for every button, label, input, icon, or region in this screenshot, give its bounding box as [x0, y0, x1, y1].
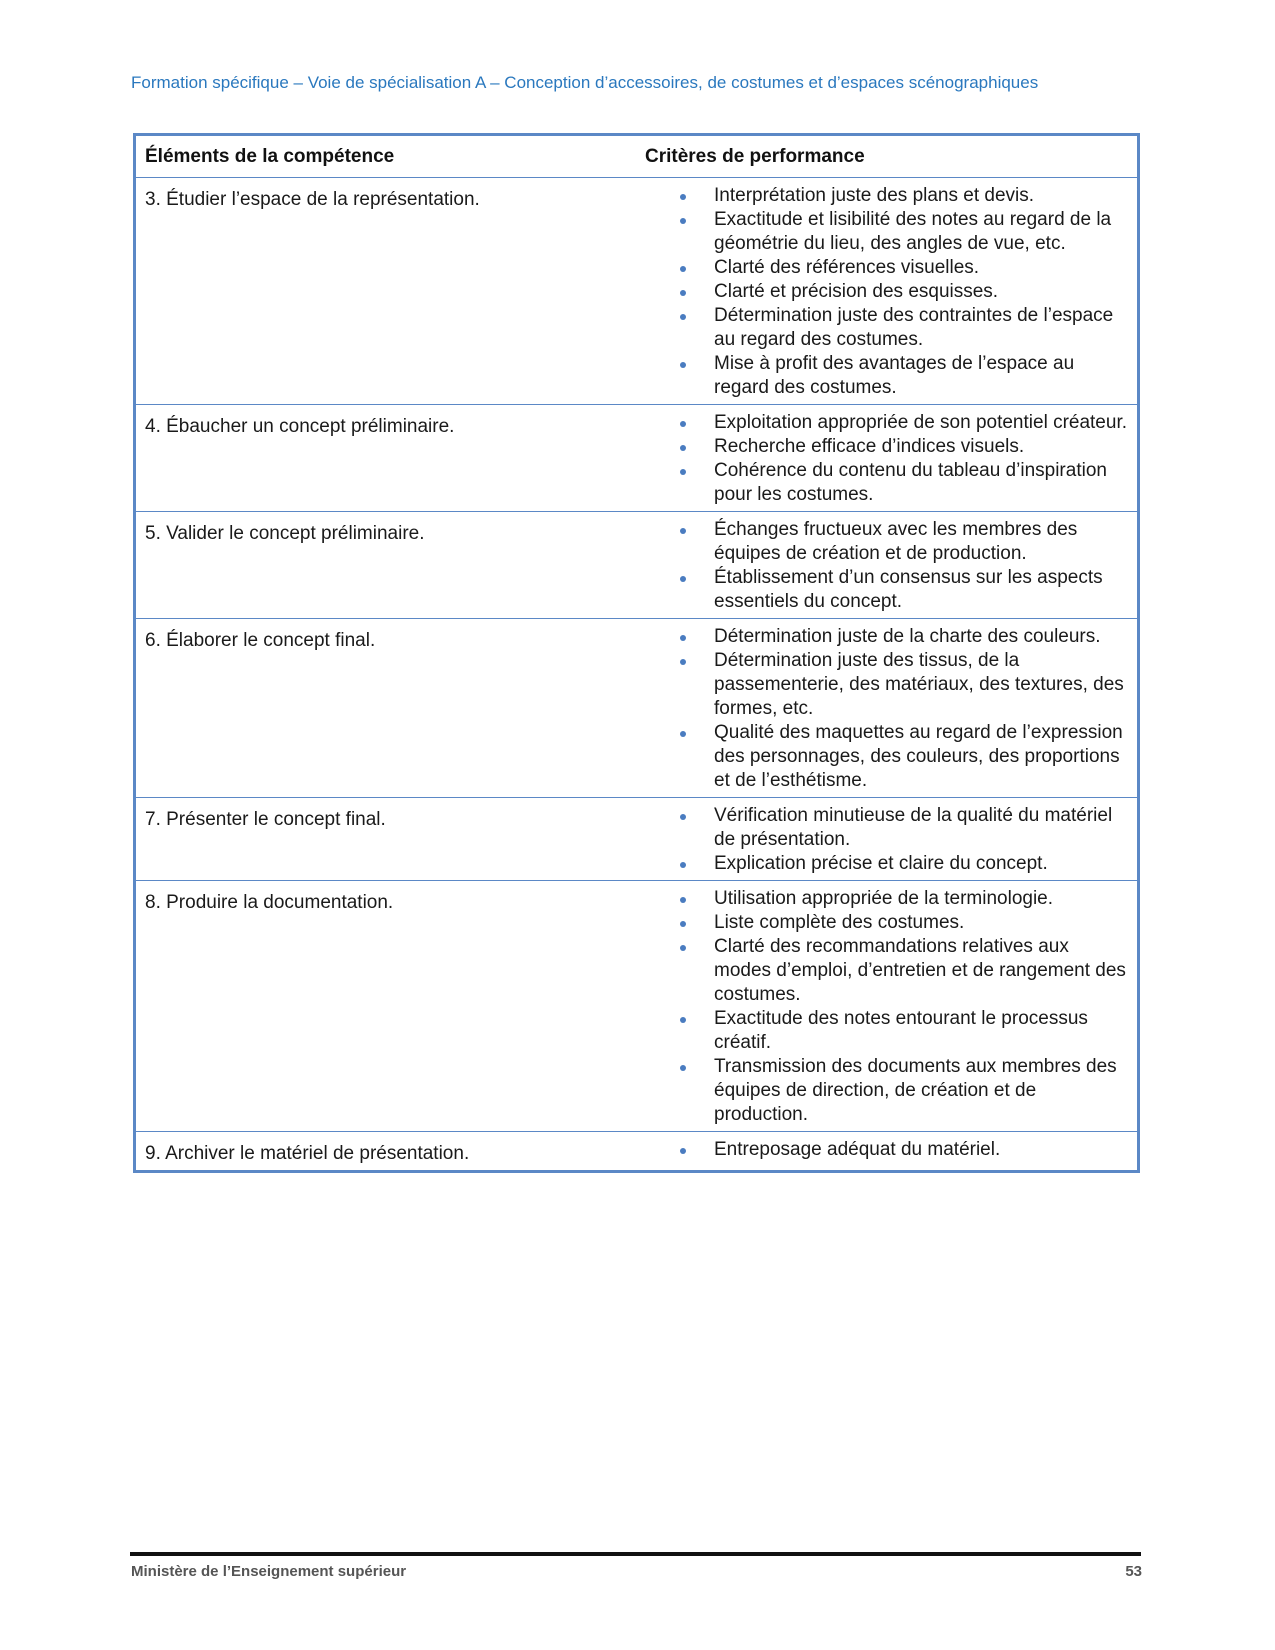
criteria-list-item [677, 911, 1129, 935]
criteria-list-item [677, 1007, 1129, 1055]
criteria-list [645, 625, 1129, 793]
criteria-list-item [677, 208, 1129, 256]
criteria-text: Explication précise et claire du concept. [714, 853, 1048, 874]
criteria-text: Mise à profit des avantages de l’espace au regard des costumes. [714, 353, 1075, 398]
bullet-icon [680, 1065, 686, 1071]
column-header-elements: Éléments de la compétence [136, 136, 636, 178]
competence-element: 5. Valider le concept préliminaire. [136, 512, 636, 619]
criteria-list-item [677, 887, 1129, 911]
bullet-icon [680, 314, 686, 320]
performance-criteria-cell [636, 798, 1137, 881]
bullet-icon [680, 814, 686, 820]
criteria-text: Clarté des références visuelles. [714, 257, 980, 278]
bullet-icon [680, 731, 686, 737]
criteria-list [645, 411, 1129, 507]
criteria-list-item [677, 459, 1129, 507]
criteria-list [645, 804, 1129, 876]
criteria-text: Recherche efficace d’indices visuels. [714, 436, 1025, 457]
criteria-list-item [677, 435, 1129, 459]
criteria-text: Exactitude des notes entourant le processus créatif. [714, 1008, 1088, 1053]
bullet-icon [680, 576, 686, 582]
table-row [136, 512, 1137, 619]
criteria-list-item [677, 280, 1129, 304]
criteria-text: Transmission des documents aux membres des équipes de direction, de création et de production. [714, 1056, 1117, 1125]
criteria-list-item [677, 411, 1129, 435]
bullet-icon [680, 862, 686, 868]
bullet-icon [680, 659, 686, 665]
column-header-criteria: Critères de performance [636, 136, 1137, 178]
table-body [136, 178, 1137, 1171]
bullet-icon [680, 362, 686, 368]
bullet-icon [680, 1017, 686, 1023]
bullet-icon [680, 290, 686, 296]
criteria-list-item [677, 804, 1129, 852]
criteria-list-item [677, 852, 1129, 876]
competence-element: 8. Produire la documentation. [136, 881, 636, 1132]
table-row [136, 798, 1137, 881]
criteria-list-item [677, 304, 1129, 352]
criteria-text: Établissement d’un consensus sur les aspects essentiels du concept. [714, 567, 1103, 612]
bullet-icon [680, 421, 686, 427]
criteria-list [645, 518, 1129, 614]
criteria-text: Entreposage adéquat du matériel. [714, 1139, 1001, 1160]
bullet-icon [680, 218, 686, 224]
competence-element: 6. Élaborer le concept final. [136, 619, 636, 798]
criteria-text: Utilisation appropriée de la terminologie. [714, 888, 1054, 909]
criteria-text: Exactitude et lisibilité des notes au regard de la géométrie du lieu, des angles de vue, etc. [714, 209, 1112, 254]
bullet-icon [680, 266, 686, 272]
criteria-text: Vérification minutieuse de la qualité du matériel de présentation. [714, 805, 1113, 850]
criteria-text: Qualité des maquettes au regard de l’expression des personnages, des couleurs, des proportions et de l’esthétisme. [714, 722, 1123, 791]
criteria-text: Détermination juste des tissus, de la passementerie, des matériaux, des textures, des formes, etc. [714, 650, 1124, 719]
performance-criteria-cell [636, 405, 1137, 512]
competence-element: 4. Ébaucher un concept préliminaire. [136, 405, 636, 512]
criteria-list-item [677, 649, 1129, 721]
criteria-list-item [677, 184, 1129, 208]
criteria-list [645, 887, 1129, 1127]
competence-table [133, 133, 1140, 1173]
criteria-text: Détermination juste de la charte des couleurs. [714, 626, 1101, 647]
criteria-text: Clarté des recommandations relatives aux modes d’emploi, d’entretien et de rangement des costumes. [714, 936, 1126, 1005]
performance-criteria-cell [636, 619, 1137, 798]
table-row [136, 178, 1137, 405]
bullet-icon [680, 469, 686, 475]
performance-criteria-cell [636, 1132, 1137, 1171]
competence-element: 9. Archiver le matériel de présentation. [145, 1143, 470, 1164]
criteria-text: Cohérence du contenu du tableau d’inspiration pour les costumes. [714, 460, 1107, 505]
bullet-icon [680, 945, 686, 951]
criteria-list-item [677, 1138, 1129, 1162]
criteria-list-item [677, 352, 1129, 400]
criteria-text: Exploitation appropriée de son potentiel créateur. [714, 412, 1127, 433]
criteria-text: Interprétation juste des plans et devis. [714, 185, 1035, 206]
criteria-text: Détermination juste des contraintes de l’espace au regard des costumes. [714, 305, 1114, 350]
performance-criteria-cell [636, 881, 1137, 1132]
running-header: Formation spécifique – Voie de spécialisation A – Conception d’accessoires, de costumes et d’espaces scénographiques [131, 73, 1039, 92]
bullet-icon [680, 445, 686, 451]
bullet-icon [680, 194, 686, 200]
criteria-text: Liste complète des costumes. [714, 912, 965, 933]
criteria-list-item [677, 721, 1129, 793]
criteria-list-item [677, 256, 1129, 280]
table-row [136, 881, 1137, 1132]
table-row [136, 619, 1137, 798]
competence-element: 3. Étudier l’espace de la représentation. [136, 178, 636, 405]
bullet-icon [680, 921, 686, 927]
performance-criteria-cell [636, 512, 1137, 619]
bullet-icon [680, 1148, 686, 1154]
footer-divider [130, 1552, 1141, 1556]
page-number: 53 [1125, 1563, 1142, 1580]
bullet-icon [680, 528, 686, 534]
criteria-list-item [677, 518, 1129, 566]
criteria-list [645, 1138, 1129, 1162]
table-row [136, 1132, 1137, 1171]
table-row [136, 405, 1137, 512]
table-header-row [136, 136, 1137, 178]
criteria-list-item [677, 625, 1129, 649]
bullet-icon [680, 635, 686, 641]
criteria-list [645, 184, 1129, 400]
criteria-text: Échanges fructueux avec les membres des équipes de création et de production. [714, 519, 1078, 564]
performance-criteria-cell [636, 178, 1137, 405]
footer-publisher: Ministère de l’Enseignement supérieur [131, 1563, 407, 1580]
criteria-list-item [677, 935, 1129, 1007]
bullet-icon [680, 897, 686, 903]
criteria-list-item [677, 566, 1129, 614]
criteria-list-item [677, 1055, 1129, 1127]
competence-element: 7. Présenter le concept final. [136, 798, 636, 881]
criteria-text: Clarté et précision des esquisses. [714, 281, 999, 302]
